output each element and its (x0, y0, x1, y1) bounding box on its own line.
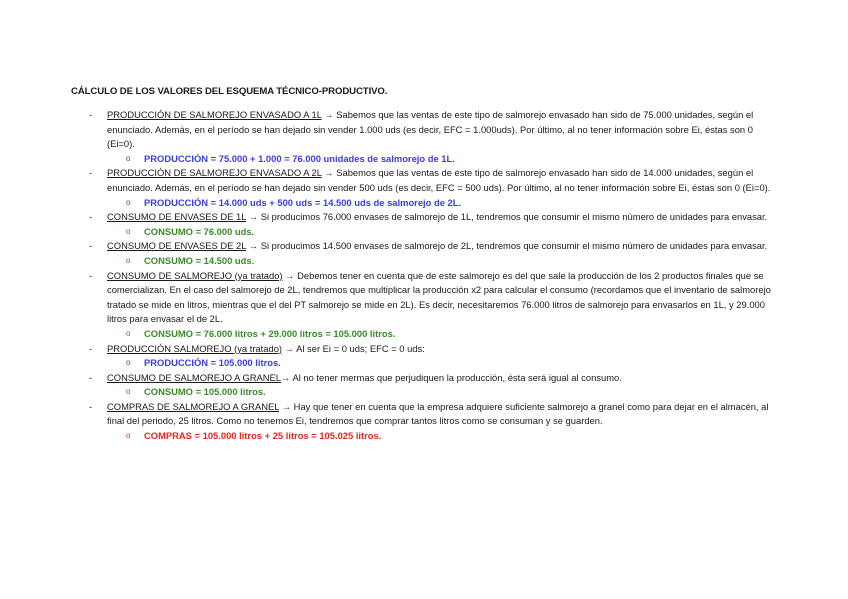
item-text: → Sabemos que las ventas de este tipo de salmorejo envasado han sido de 14.000 unidades, según el enunciado. Además, en el período se han dejado sin vender 500 uds (es decir, EFC = 500 uds). Por último, al no tener información sobre Ei, éstas son 0 (Ei=0). (107, 167, 771, 193)
result-text: CONSUMO = 14.500 uds. (144, 254, 255, 266)
result-line (0, 327, 848, 342)
result-line (0, 225, 848, 240)
dash-marker: - (89, 342, 93, 354)
dash-marker: - (89, 167, 93, 179)
result-text: PRODUCCIÓN = 105.000 litros. (144, 357, 281, 369)
item-heading: CONSUMO DE ENVASES DE 1L (107, 211, 247, 223)
result-line (0, 429, 848, 444)
list-item (0, 269, 779, 327)
bullet-marker: o (126, 358, 131, 368)
result-text: PRODUCCIÓN = 14.000 uds + 500 uds = 14.500 uds de salmorejo de 2L. (144, 196, 462, 208)
dash-marker: - (89, 109, 93, 120)
result-text: PRODUCCIÓN = 75.000 + 1.000 = 76.000 unidades de salmorejo de 1L. (144, 152, 455, 164)
item-heading: PRODUCCIÓN DE SALMOREJO ENVASADO A 2L (107, 167, 322, 179)
result-text: CONSUMO = 76.000 litros + 29.000 litros = 105.000 litros. (144, 327, 396, 339)
bullet-marker: o (126, 226, 131, 236)
bullet-marker: o (126, 387, 131, 397)
result-line (0, 356, 848, 371)
list-item (0, 400, 779, 429)
list-item (0, 210, 779, 225)
list-item (0, 166, 779, 195)
bullet-marker: o (126, 431, 131, 441)
bullet-marker: o (126, 328, 131, 338)
list-item (0, 108, 779, 152)
calculation-list (0, 108, 848, 444)
result-text: CONSUMO = 105.000 litros. (144, 386, 266, 398)
result-line (0, 385, 848, 400)
dash-marker: - (89, 269, 93, 281)
item-heading: PRODUCCIÓN DE SALMOREJO ENVASADO A 1L (107, 109, 322, 120)
document-title: CÁLCULO DE LOS VALORES DEL ESQUEMA TÉCNICO-PRODUCTIVO. (71, 86, 388, 97)
result-line (0, 152, 848, 167)
item-text: → Sabemos que las ventas de este tipo de salmorejo envasado han sido de 75.000 unidades, según el enunciado. Además, en el período se han dejado sin vender 1.000 uds (es decir, EFC = 1.000uds). Por último, al no tener información sobre Ei, éstas son 0 (Ei=0). (107, 109, 754, 150)
item-text: → Al no tener mermas que perjudiquen la producción, ésta será igual al consumo. (281, 371, 622, 383)
dash-marker: - (89, 240, 93, 252)
item-heading: PRODUCCIÓN SALMOREJO (ya tratado) (107, 342, 283, 354)
result-line (0, 254, 848, 269)
list-item (0, 239, 779, 254)
item-heading: COMPRAS DE SALMOREJO A GRANEL (107, 400, 280, 412)
item-heading: CONSUMO DE ENVASES DE 2L (107, 240, 247, 252)
dash-marker: - (89, 371, 93, 383)
item-text: → Si producimos 14.500 envases de salmorejo de 2L, tendremos que consumir el mismo número de unidades para envasar. (246, 240, 768, 252)
result-line (0, 196, 848, 211)
result-text: COMPRAS = 105.000 litros + 25 litros = 105.025 litros. (144, 430, 382, 442)
list-item (0, 342, 779, 357)
bullet-marker: o (126, 255, 131, 265)
dash-marker: - (89, 211, 93, 223)
item-text: → Debemos tener en cuenta que de este salmorejo es del que sale la producción de los 2 productos finales que se comercializan. En el caso del salmorejo de 2L, tendremos que multiplicar la producción x2 para calcular el consumo (recordamos que el inventario de salmorejo tratado se mide en litros, mientras que el del PT salmorejo se mide en 2L). Es decir, necesitaremos 76.000 litros de salmorejo para envasarlos en 1L, y 29.000 litros para envasar el de 2L. (107, 269, 771, 325)
item-text: → Hay que tener en cuenta que la empresa adquiere suficiente salmorejo a granel como para dejar en el almacén, al final del periodo, 25 litros. Como no tenemos Ei, tendremos que comprar tantos litros como se consuman y se guarden. (107, 400, 769, 427)
item-text: → Al ser Ei = 0 uds; EFC = 0 uds: (282, 342, 425, 354)
dash-marker: - (89, 400, 93, 412)
bullet-marker: o (126, 153, 131, 163)
bullet-marker: o (126, 197, 131, 207)
item-text: → Si producimos 76.000 envases de salmorejo de 1L, tendremos que consumir el mismo número de unidades para envasar. (246, 211, 768, 223)
list-item (0, 371, 779, 386)
item-heading: CONSUMO DE SALMOREJO (ya tratado) (107, 269, 283, 281)
result-text: CONSUMO = 76.000 uds. (144, 225, 255, 237)
item-heading: CONSUMO DE SALMOREJO A GRANEL (107, 371, 281, 383)
